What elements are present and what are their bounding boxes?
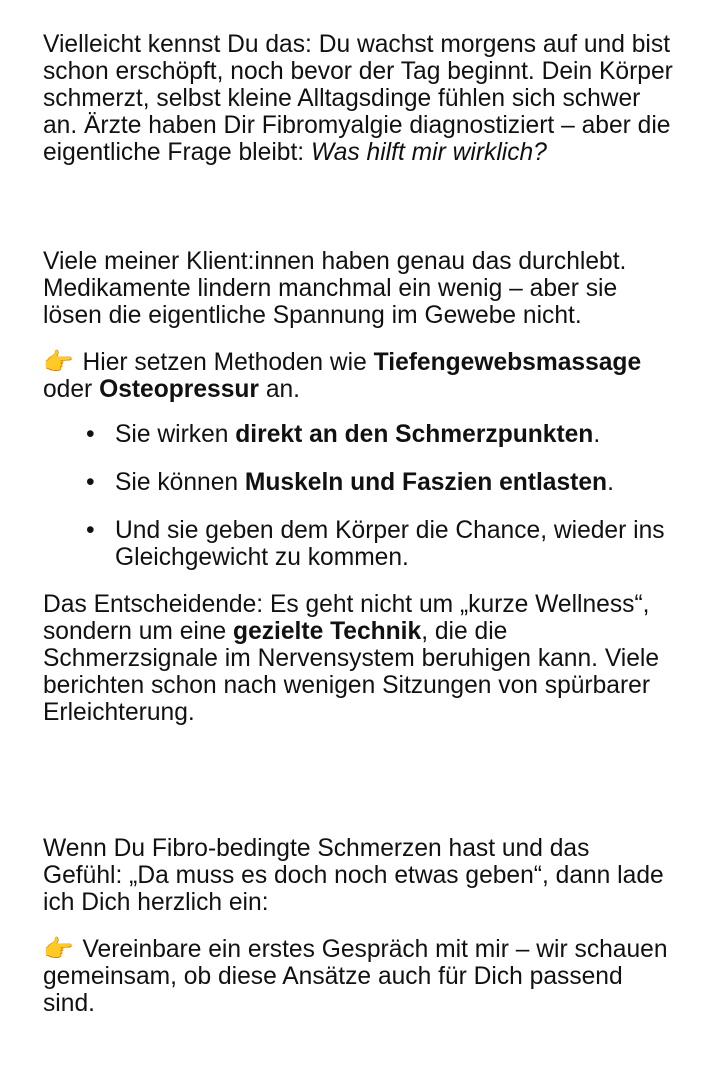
decisive-text-after: , die die Schmerzsignale im Nervensystem beruhigen kann. Viele berichten schon nach wenigen Sitzungen von spürbarer Erleichterung.	[43, 618, 660, 726]
pointing-hand-icon: 👉	[43, 347, 74, 376]
benefit-text-after: .	[607, 469, 614, 496]
clients-paragraph: Viele meiner Klient:innen haben genau das durchlebt. Medikamente lindern manchmal ein wenig – aber sie lösen die eigentliche Spannung im Gewebe nicht.	[43, 248, 627, 329]
pointing-hand-icon: 👉	[43, 934, 74, 963]
intro-text: Vielleicht kennst Du das: Du wachst morgens auf und bist schon erschöpft, noch bevor der Tag beginnt. Dein Körper schmerzt, selbst kleine Alltagsdinge fühlen sich schwer an. Ärzte haben Dir Fibromyalgie diagnostiziert – aber die eigentliche Frage bleibt:	[43, 31, 673, 166]
intro-question: Was hilft mir wirklich?	[310, 139, 547, 166]
methods-text-after: an.	[258, 376, 301, 403]
benefit-emphasis: Muskeln und Faszien entlasten	[244, 469, 608, 496]
list-item	[43, 517, 673, 571]
bullet-icon: •	[86, 517, 95, 544]
cta-paragraph	[43, 935, 673, 1017]
benefit-text-before: Sie können	[115, 469, 245, 496]
bullet-icon: •	[86, 421, 95, 448]
benefit-text-before: Und sie geben dem Körper die Chance, wieder ins Gleichgewicht zu kommen.	[115, 517, 665, 571]
benefit-text-before: Sie wirken	[115, 421, 236, 448]
list-item	[43, 469, 673, 496]
article-body	[43, 31, 673, 1017]
cta-text: Vereinbare ein erstes Gespräch mit mir – wir schauen gemeinsam, ob diese Ansätze auch für Dich passend sind.	[43, 936, 668, 1017]
decisive-emphasis: gezielte Technik	[233, 618, 422, 645]
intro-paragraph	[43, 31, 673, 166]
methods-paragraph	[43, 348, 673, 403]
benefit-emphasis: direkt an den Schmerzpunkten	[235, 421, 594, 448]
decisive-paragraph	[43, 591, 673, 726]
methods-connector: oder	[43, 376, 100, 403]
invitation-paragraph: Wenn Du Fibro-bedingte Schmerzen hast und das Gefühl: „Da muss es doch noch etwas geben“, dann lade ich Dich herzlich ein:	[43, 835, 664, 916]
paragraph-spacer	[43, 166, 673, 248]
method-osteopressure: Osteopressur	[99, 376, 259, 403]
benefits-list	[43, 421, 673, 571]
paragraph-spacer	[43, 726, 673, 835]
method-deep-tissue: Tiefengewebsmassage	[373, 349, 642, 376]
bullet-icon: •	[86, 469, 95, 496]
decisive-text-before: Das Entscheidende: Es geht nicht um „kurze Wellness“, sondern um eine	[43, 591, 650, 645]
benefit-text-after: .	[593, 421, 601, 448]
list-item	[43, 421, 673, 448]
methods-text-before: Hier setzen Methoden wie	[82, 349, 374, 376]
